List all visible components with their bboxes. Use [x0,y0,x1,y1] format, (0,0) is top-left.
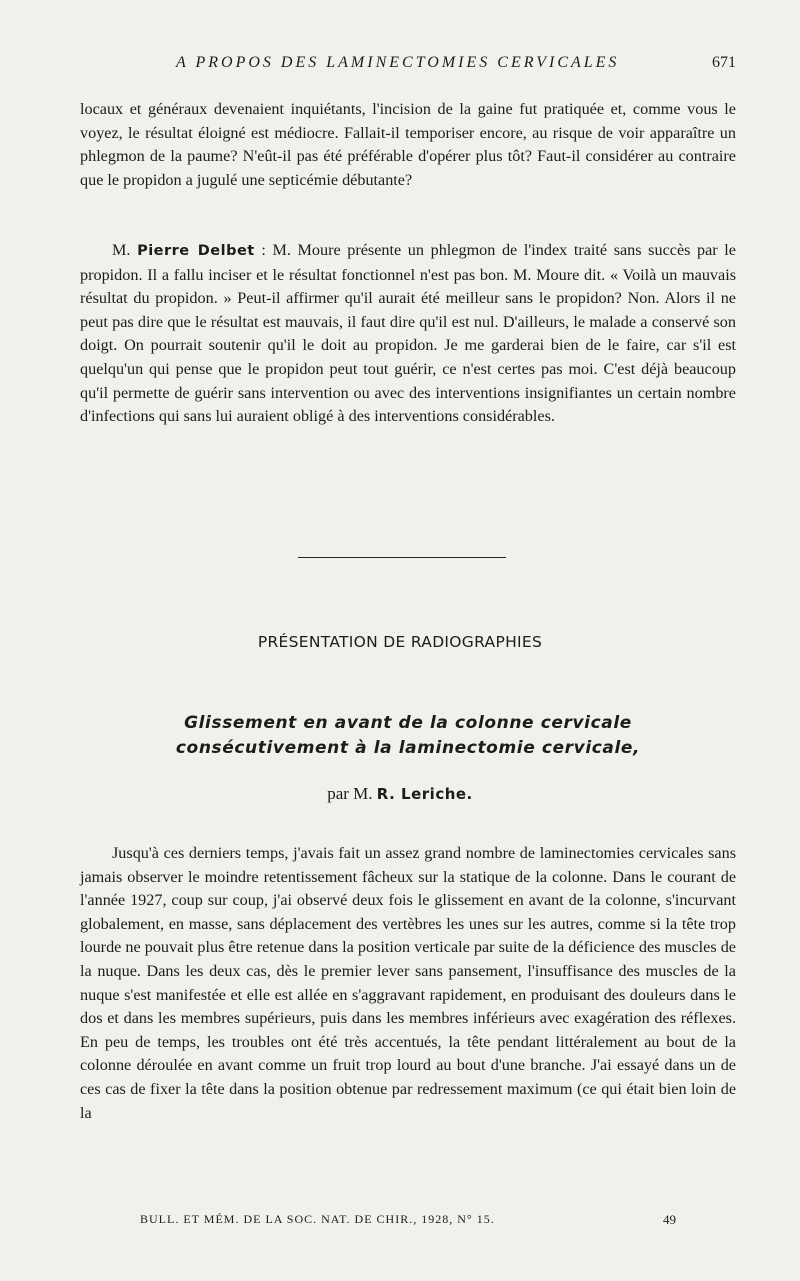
running-title: A PROPOS DES LAMINECTOMIES CERVICALES [176,54,620,71]
running-header [80,54,736,78]
speaker-name: Pierre Delbet [137,243,255,259]
page-number: 671 [712,54,736,71]
article-title-line-2: consécutivement à la laminectomie cervicale, [175,738,641,758]
byline [0,784,800,804]
page-footer [140,1212,676,1230]
author-name: R. Leriche. [376,785,473,803]
article-title [80,711,736,761]
signature-mark: 49 [663,1212,676,1227]
footer-citation: BULL. ET MÉM. DE LA SOC. NAT. DE CHIR., 1928, N° 15. [140,1212,495,1226]
paragraph-article-body: Jusqu'à ces derniers temps, j'avais fait un assez grand nombre de laminectomies cervicales sans jamais observer le moindre retentissement fâcheux sur la statique de la colonne. Dans le courant de l'année 1927, coup sur coup, j'ai observé deux fois le glissement en avant de la colonne, s'incurvant globalement, en masse, sans déplacement des vertèbres les unes sur les autres, comme si la tête trop lourde ne pouvait plus être retenue dans la position verticale par suite de la déficience des muscles de la nuque. Dans les deux cas, dès le premier lever sans pansement, l'insuffisance des muscles de la nuque s'est manifestée et elle est allée en s'aggravant rapidement, en produisant des douleurs dans le dos et dans les membres supérieurs, puis dans les membres inférieurs avec exagération des réflexes. En peu de temps, les troubles ont été très accentués, la tête pendant littéralement au bout de la colonne déroulée en avant comme un fruit trop lourd au bout d'une branche. J'ai essayé dans un de ces cas de fixer la tête dans la position obtenue par redressement maximum (ce qui était bien loin de la [80,844,736,1122]
paragraph-continued: locaux et généraux devenaient inquiétants, l'incision de la gaine fut pratiquée et, comme vous le voyez, le résultat éloigné est médiocre. Fallait-il temporiser encore, au risque de voir apparaître un phlegmon de la paume? N'eût-il pas été préférable d'opérer plus tôt? Faut-il considérer au contraire que le propidon a jugulé une septicémie débutante? [80,100,736,189]
article-title-line-1: Glissement en avant de la colonne cervicale [184,713,632,733]
section-divider [298,557,506,558]
speaker-prefix: M. [112,241,131,259]
paragraph-delbet-remarks [80,239,736,429]
section-heading: PRÉSENTATION DE RADIOGRAPHIES [257,633,543,651]
paragraph-delbet-text: : M. Moure présente un phlegmon de l'index traité sans succès par le propidon. Il a fallu inciser et le résultat fonctionnel n'est pas bon. M. Moure dit. « Voilà un mauvais résultat du propidon. » Peut-il affirmer qu'il aurait été meilleur sans le propidon? Non. Alors il ne peut pas dire que le résultat est mauvais, il faut dire qu'il est nul. D'ailleurs, le malade a conservé son doigt. On pourrait soutenir qu'il le doit au propidon. Je me garderai bien de le faire, car s'il est quelqu'un qui pense que le propidon peut tout guérir, ce n'est certes pas moi. C'est déjà beaucoup qu'il permette de guérir sans intervention ou avec des interventions insignifiantes un certain nombre d'infections qui sans lui auraient obligé à des interventions considérables. [80,241,736,426]
byline-prefix: par M. [327,784,373,803]
